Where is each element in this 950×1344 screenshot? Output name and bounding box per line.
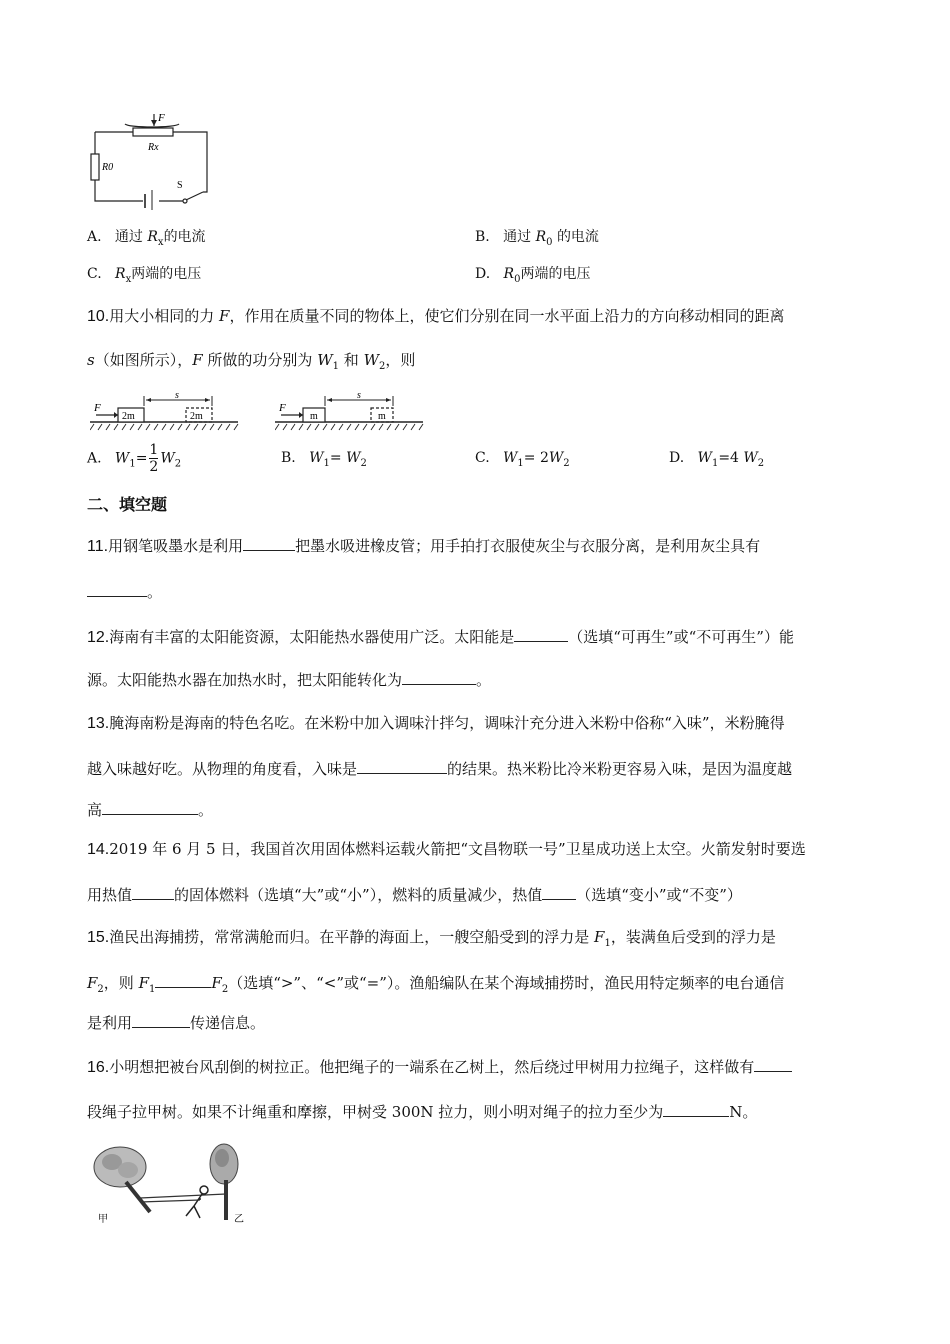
question-14-line1: 14.2019 年 6 月 5 日，我国首次用固体燃料运载火箭把“文昌物联一号”卫星成功送上太空。火箭发射时要选	[87, 840, 806, 858]
label-S: S	[177, 180, 183, 191]
question-13-line1: 13.腌海南粉是海南的特色名吃。在米粉中加入调味汁拌匀，调味汁充分进入米粉中俗称“入味”，米粉腌得	[87, 714, 785, 732]
answer-blank[interactable]	[514, 628, 568, 642]
question-11-line2: 。	[87, 583, 867, 600]
label-yi: 乙	[234, 1214, 244, 1225]
label-jia: 甲	[98, 1214, 108, 1225]
q9-option-d: D. $R_0$两端的电压	[475, 266, 591, 285]
question-12-line1: 12.海南有丰富的太阳能资源，太阳能热水器使用广泛。太阳能是 （选填“可再生”或“不可再生”）能	[87, 628, 794, 646]
answer-blank[interactable]	[357, 760, 447, 774]
question-10-line1: 10.用大小相同的力 F，作用在质量不同的物体上，使它们分别在同一水平面上沿力的方向移动相同的距离	[87, 307, 785, 325]
answer-blank[interactable]	[542, 886, 576, 900]
tree-pulling-figure	[90, 1142, 260, 1226]
q9-option-b: B. 通过 $R_0$ 的电流	[475, 229, 599, 248]
question-16-line2: 段绳子拉甲树。如果不计绳重和摩擦，甲树受 300N 拉力，则小明对绳子的拉力至少为 N。	[87, 1103, 758, 1121]
svg-text:2m: 2m	[190, 411, 203, 422]
question-11-line1: 11.用钢笔吸墨水是利用 把墨水吸进橡皮管；用手拍打衣服使灰尘与衣服分离，是利用灰尘具有	[87, 537, 761, 555]
svg-text:F: F	[279, 402, 286, 414]
question-13-line2: 越入味越好吃。从物理的角度看，入味是 的结果。热米粉比冷米粉更容易入味，是因为温度越	[87, 760, 793, 778]
label-Rx: Rx	[148, 142, 159, 153]
answer-blank[interactable]	[754, 1058, 792, 1072]
answer-blank[interactable]	[155, 974, 211, 988]
answer-blank[interactable]	[402, 671, 476, 685]
q9-option-a: A. 通过 $R_x$的电流	[87, 229, 206, 248]
svg-text:2m: 2m	[122, 411, 135, 422]
section-title: 二、填空题	[87, 495, 168, 514]
answer-blank[interactable]	[87, 583, 147, 597]
rope	[140, 1194, 226, 1202]
answer-blank[interactable]	[132, 1014, 190, 1028]
q10-figure-m	[275, 388, 425, 434]
answer-blank[interactable]	[663, 1103, 729, 1117]
q10-figure-2m	[90, 388, 240, 434]
question-10-line2: s（如图所示），F 所做的功分别为 $W_1$ 和 $W_2$，则	[87, 351, 416, 372]
answer-blank[interactable]	[102, 801, 198, 815]
label-F: F	[158, 112, 165, 124]
label-R0: R0	[102, 162, 114, 173]
tree-yi	[210, 1144, 238, 1220]
svg-text:s: s	[357, 390, 361, 401]
circuit-diagram	[85, 108, 215, 210]
q10-option-b: B. $W_1= W_2$	[281, 450, 367, 469]
question-12-line2: 源。太阳能热水器在加热水时，把太阳能转化为 。	[87, 671, 492, 689]
svg-text:F: F	[94, 402, 101, 414]
question-13-line3: 高 。	[87, 801, 214, 819]
question-16-line1: 16.小明想把被台风刮倒的树拉正。他把绳子的一端系在乙树上，然后绕过甲树用力拉绳子，这样做有	[87, 1058, 867, 1075]
question-15-line2: $F_2$，则 $F_1$ $F_2$（选填“>”、“<”或“=”）。渔船编队在某个海域捕捞时，渔民用特定频率的电台通信	[87, 974, 785, 995]
q9-option-c: C. $R_x$两端的电压	[87, 266, 202, 285]
svg-text:m: m	[310, 411, 318, 422]
svg-text:s: s	[175, 390, 179, 401]
svg-text:m: m	[378, 411, 386, 422]
answer-blank[interactable]	[243, 537, 295, 551]
answer-blank[interactable]	[132, 886, 174, 900]
question-15-line3: 是利用 传递信息。	[87, 1014, 266, 1032]
q10-option-c: C. $W_1= 2W_2$	[475, 450, 570, 469]
q10-option-d: D. $W_1=4$ $W_2$	[669, 450, 765, 469]
person	[186, 1186, 208, 1218]
question-14-line2: 用热值 的固体燃料（选填“大”或“小”），燃料的质量减少，热值 （选填“变小”或“不变”）	[87, 886, 742, 904]
question-15-line1: 15.渔民出海捕捞，常常满舱而归。在平静的海面上，一艘空船受到的浮力是 $F_1$，装满鱼后受到的浮力是	[87, 928, 776, 949]
q10-option-a: A. $W_1=$ $\frac{1}{2}$ $W_2$	[87, 442, 182, 475]
